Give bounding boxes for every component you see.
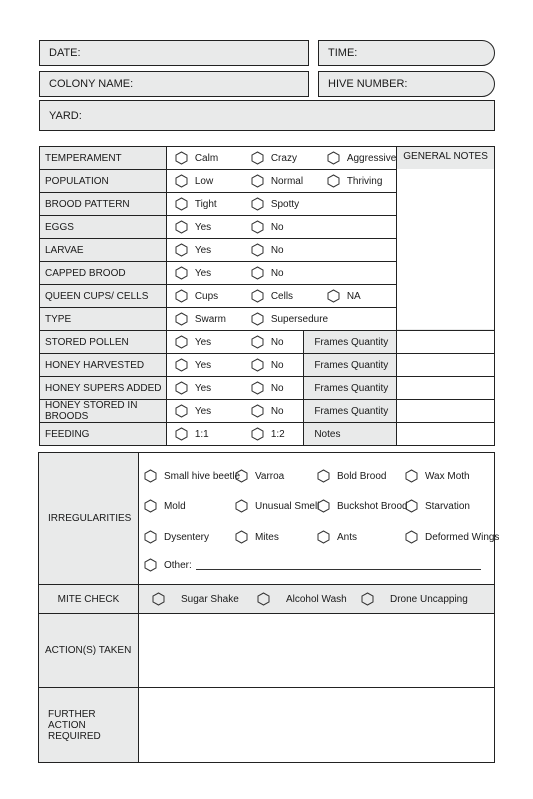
inspection-row xyxy=(40,400,495,423)
irregularity-small-hive-beetle[interactable]: Small hive beetle xyxy=(144,469,240,483)
yard-label: YARD: xyxy=(49,109,82,122)
time-label: TIME: xyxy=(328,47,358,59)
inspection-table xyxy=(39,146,495,446)
option-no[interactable]: No xyxy=(251,335,284,349)
option-1-2[interactable]: 1:2 xyxy=(251,427,285,441)
row-extra-label: Frames Quantity xyxy=(304,400,397,423)
inspection-row xyxy=(40,331,495,354)
mite-check-label: MITE CHECK xyxy=(39,585,139,614)
hexagon-checkbox-icon[interactable] xyxy=(175,220,188,234)
irregularity-mites[interactable]: Mites xyxy=(235,530,279,544)
option-yes[interactable]: Yes xyxy=(175,381,211,395)
row-options xyxy=(166,400,304,423)
option-low[interactable]: Low xyxy=(175,174,213,188)
general-notes-column[interactable] xyxy=(397,147,495,331)
hexagon-checkbox-icon[interactable] xyxy=(175,381,188,395)
row-options xyxy=(166,216,396,239)
irregularity-starvation[interactable]: Starvation xyxy=(405,499,470,513)
row-options xyxy=(166,308,396,331)
option-cells[interactable]: Cells xyxy=(251,289,293,303)
hexagon-checkbox-icon[interactable] xyxy=(251,151,264,165)
mite-check-alcohol-wash[interactable]: Alcohol Wash xyxy=(257,592,347,606)
row-label: HONEY HARVESTED xyxy=(40,354,167,377)
hexagon-checkbox-icon[interactable] xyxy=(144,558,157,572)
row-extra-field[interactable] xyxy=(397,400,495,423)
row-extra-label: Frames Quantity xyxy=(304,354,397,377)
inspection-row xyxy=(40,423,495,446)
option-spotty[interactable]: Spotty xyxy=(251,197,299,211)
hexagon-checkbox-icon[interactable] xyxy=(175,289,188,303)
row-label: FEEDING xyxy=(40,423,167,446)
hive-number-label: HIVE NUMBER: xyxy=(328,78,408,90)
hexagon-checkbox-icon[interactable] xyxy=(251,381,264,395)
hexagon-checkbox-icon[interactable] xyxy=(235,469,248,483)
hexagon-checkbox-icon[interactable] xyxy=(251,335,264,349)
hexagon-checkbox-icon[interactable] xyxy=(235,499,248,513)
hexagon-checkbox-icon[interactable] xyxy=(317,499,330,513)
hexagon-checkbox-icon[interactable] xyxy=(175,266,188,280)
irregularity-buckshot-brood[interactable]: Buckshot Brood xyxy=(317,499,408,513)
hexagon-checkbox-icon[interactable] xyxy=(235,530,248,544)
row-options xyxy=(166,147,396,170)
row-options xyxy=(166,239,396,262)
row-options xyxy=(166,262,396,285)
row-options xyxy=(166,170,396,193)
option-1-1[interactable]: 1:1 xyxy=(175,427,209,441)
irregularity-dysentery[interactable]: Dysentery xyxy=(144,530,209,544)
row-extra-label: Frames Quantity xyxy=(304,331,397,354)
option-yes[interactable]: Yes xyxy=(175,266,211,280)
row-options xyxy=(166,193,396,216)
actions-taken-label: ACTION(S) TAKEN xyxy=(39,614,139,688)
date-label: DATE: xyxy=(49,47,81,59)
option-tight[interactable]: Tight xyxy=(175,197,217,211)
yard-field[interactable] xyxy=(39,100,495,131)
row-label: HONEY SUPERS ADDED xyxy=(40,377,167,400)
hexagon-checkbox-icon[interactable] xyxy=(251,358,264,372)
further-action-field[interactable] xyxy=(138,688,494,763)
hexagon-checkbox-icon[interactable] xyxy=(327,289,340,303)
hexagon-checkbox-icon[interactable] xyxy=(144,530,157,544)
irregularities-options xyxy=(138,453,500,585)
option-no[interactable]: No xyxy=(251,404,284,418)
row-label: HONEY STORED IN BROODS xyxy=(40,400,167,423)
hexagon-checkbox-icon[interactable] xyxy=(251,289,264,303)
irregularity-varroa[interactable]: Varroa xyxy=(235,469,284,483)
hexagon-checkbox-icon[interactable] xyxy=(175,312,188,326)
row-label: EGGS xyxy=(40,216,167,239)
general-notes-header: GENERAL NOTES xyxy=(397,147,494,169)
date-field[interactable] xyxy=(39,40,309,66)
hexagon-checkbox-icon[interactable] xyxy=(251,404,264,418)
hexagon-checkbox-icon[interactable] xyxy=(317,530,330,544)
colony-name-label: COLONY NAME: xyxy=(49,78,134,90)
irregularity-ants[interactable]: Ants xyxy=(317,530,357,544)
colony-name-field[interactable] xyxy=(39,71,309,97)
option-na[interactable]: NA xyxy=(327,289,361,303)
option-swarm[interactable]: Swarm xyxy=(175,312,226,326)
hexagon-checkbox-icon[interactable] xyxy=(251,174,264,188)
hexagon-checkbox-icon[interactable] xyxy=(257,592,270,606)
row-options xyxy=(166,285,396,308)
row-options xyxy=(166,377,304,400)
row-label: TEMPERAMENT xyxy=(40,147,167,170)
row-label: LARVAE xyxy=(40,239,167,262)
option-cups[interactable]: Cups xyxy=(175,289,218,303)
hexagon-checkbox-icon[interactable] xyxy=(251,266,264,280)
hexagon-checkbox-icon[interactable] xyxy=(317,469,330,483)
hexagon-checkbox-icon[interactable] xyxy=(251,197,264,211)
row-extra-field[interactable] xyxy=(397,354,495,377)
time-field[interactable] xyxy=(318,40,495,66)
hexagon-checkbox-icon[interactable] xyxy=(327,151,340,165)
row-extra-field[interactable] xyxy=(397,331,495,354)
option-supersedure[interactable]: Supersedure xyxy=(251,312,328,326)
option-no[interactable]: No xyxy=(251,266,284,280)
hexagon-checkbox-icon[interactable] xyxy=(175,243,188,257)
row-options xyxy=(166,354,304,377)
hexagon-checkbox-icon[interactable] xyxy=(251,427,264,441)
hexagon-checkbox-icon[interactable] xyxy=(405,530,418,544)
hexagon-checkbox-icon[interactable] xyxy=(175,404,188,418)
row-extra-field[interactable] xyxy=(397,423,495,446)
row-label: STORED POLLEN xyxy=(40,331,167,354)
other-input-line[interactable] xyxy=(196,560,481,570)
hexagon-checkbox-icon[interactable] xyxy=(152,592,165,606)
mite-check-drone-uncapping[interactable]: Drone Uncapping xyxy=(361,592,468,606)
irregularities-label: IRREGULARITIES xyxy=(39,453,139,585)
irregularity-wax-moth[interactable]: Wax Moth xyxy=(405,469,470,483)
option-no[interactable]: No xyxy=(251,358,284,372)
option-no[interactable]: No xyxy=(251,243,284,257)
mite-check-sugar-shake[interactable]: Sugar Shake xyxy=(152,592,239,606)
option-yes[interactable]: Yes xyxy=(175,358,211,372)
hexagon-checkbox-icon[interactable] xyxy=(175,174,188,188)
irregularity-other[interactable]: Other: xyxy=(144,558,481,572)
option-yes[interactable]: Yes xyxy=(175,335,211,349)
hexagon-checkbox-icon[interactable] xyxy=(175,197,188,211)
hexagon-checkbox-icon[interactable] xyxy=(251,220,264,234)
hexagon-checkbox-icon[interactable] xyxy=(405,499,418,513)
hexagon-checkbox-icon[interactable] xyxy=(327,174,340,188)
irregularity-bold-brood[interactable]: Bold Brood xyxy=(317,469,386,483)
option-yes[interactable]: Yes xyxy=(175,220,211,234)
hexagon-checkbox-icon[interactable] xyxy=(175,427,188,441)
option-normal[interactable]: Normal xyxy=(251,174,303,188)
hive-number-field[interactable] xyxy=(318,71,495,97)
irregularities-table xyxy=(38,452,500,763)
irregularity-deformed-wings[interactable]: Deformed Wings xyxy=(405,530,499,544)
row-extra-label: Notes xyxy=(304,423,397,446)
hexagon-checkbox-icon[interactable] xyxy=(144,469,157,483)
inspection-row xyxy=(40,354,495,377)
row-extra-field[interactable] xyxy=(397,377,495,400)
row-label: BROOD PATTERN xyxy=(40,193,167,216)
hexagon-checkbox-icon[interactable] xyxy=(251,312,264,326)
option-aggressive[interactable]: Aggressive xyxy=(327,151,396,165)
hexagon-checkbox-icon[interactable] xyxy=(175,358,188,372)
further-action-label: FURTHER ACTION REQUIRED xyxy=(39,688,139,763)
option-yes[interactable]: Yes xyxy=(175,243,211,257)
irregularity-unusual-smell[interactable]: Unusual Smell xyxy=(235,499,319,513)
inspection-row xyxy=(40,377,495,400)
inspection-row xyxy=(40,147,495,170)
hexagon-checkbox-icon[interactable] xyxy=(361,592,374,606)
row-label: TYPE xyxy=(40,308,167,331)
row-options xyxy=(166,331,304,354)
hexagon-checkbox-icon[interactable] xyxy=(251,243,264,257)
option-calm[interactable]: Calm xyxy=(175,151,218,165)
option-no[interactable]: No xyxy=(251,220,284,234)
row-label: POPULATION xyxy=(40,170,167,193)
row-label: CAPPED BROOD xyxy=(40,262,167,285)
option-thriving[interactable]: Thriving xyxy=(327,174,383,188)
hexagon-checkbox-icon[interactable] xyxy=(175,151,188,165)
hexagon-checkbox-icon[interactable] xyxy=(175,335,188,349)
row-options xyxy=(166,423,304,446)
row-extra-label: Frames Quantity xyxy=(304,377,397,400)
row-label: QUEEN CUPS/ CELLS xyxy=(40,285,167,308)
hexagon-checkbox-icon[interactable] xyxy=(144,499,157,513)
mite-check-options xyxy=(138,585,494,614)
option-crazy[interactable]: Crazy xyxy=(251,151,297,165)
hexagon-checkbox-icon[interactable] xyxy=(405,469,418,483)
irregularity-mold[interactable]: Mold xyxy=(144,499,186,513)
option-no[interactable]: No xyxy=(251,381,284,395)
actions-taken-field[interactable] xyxy=(138,614,494,688)
option-yes[interactable]: Yes xyxy=(175,404,211,418)
